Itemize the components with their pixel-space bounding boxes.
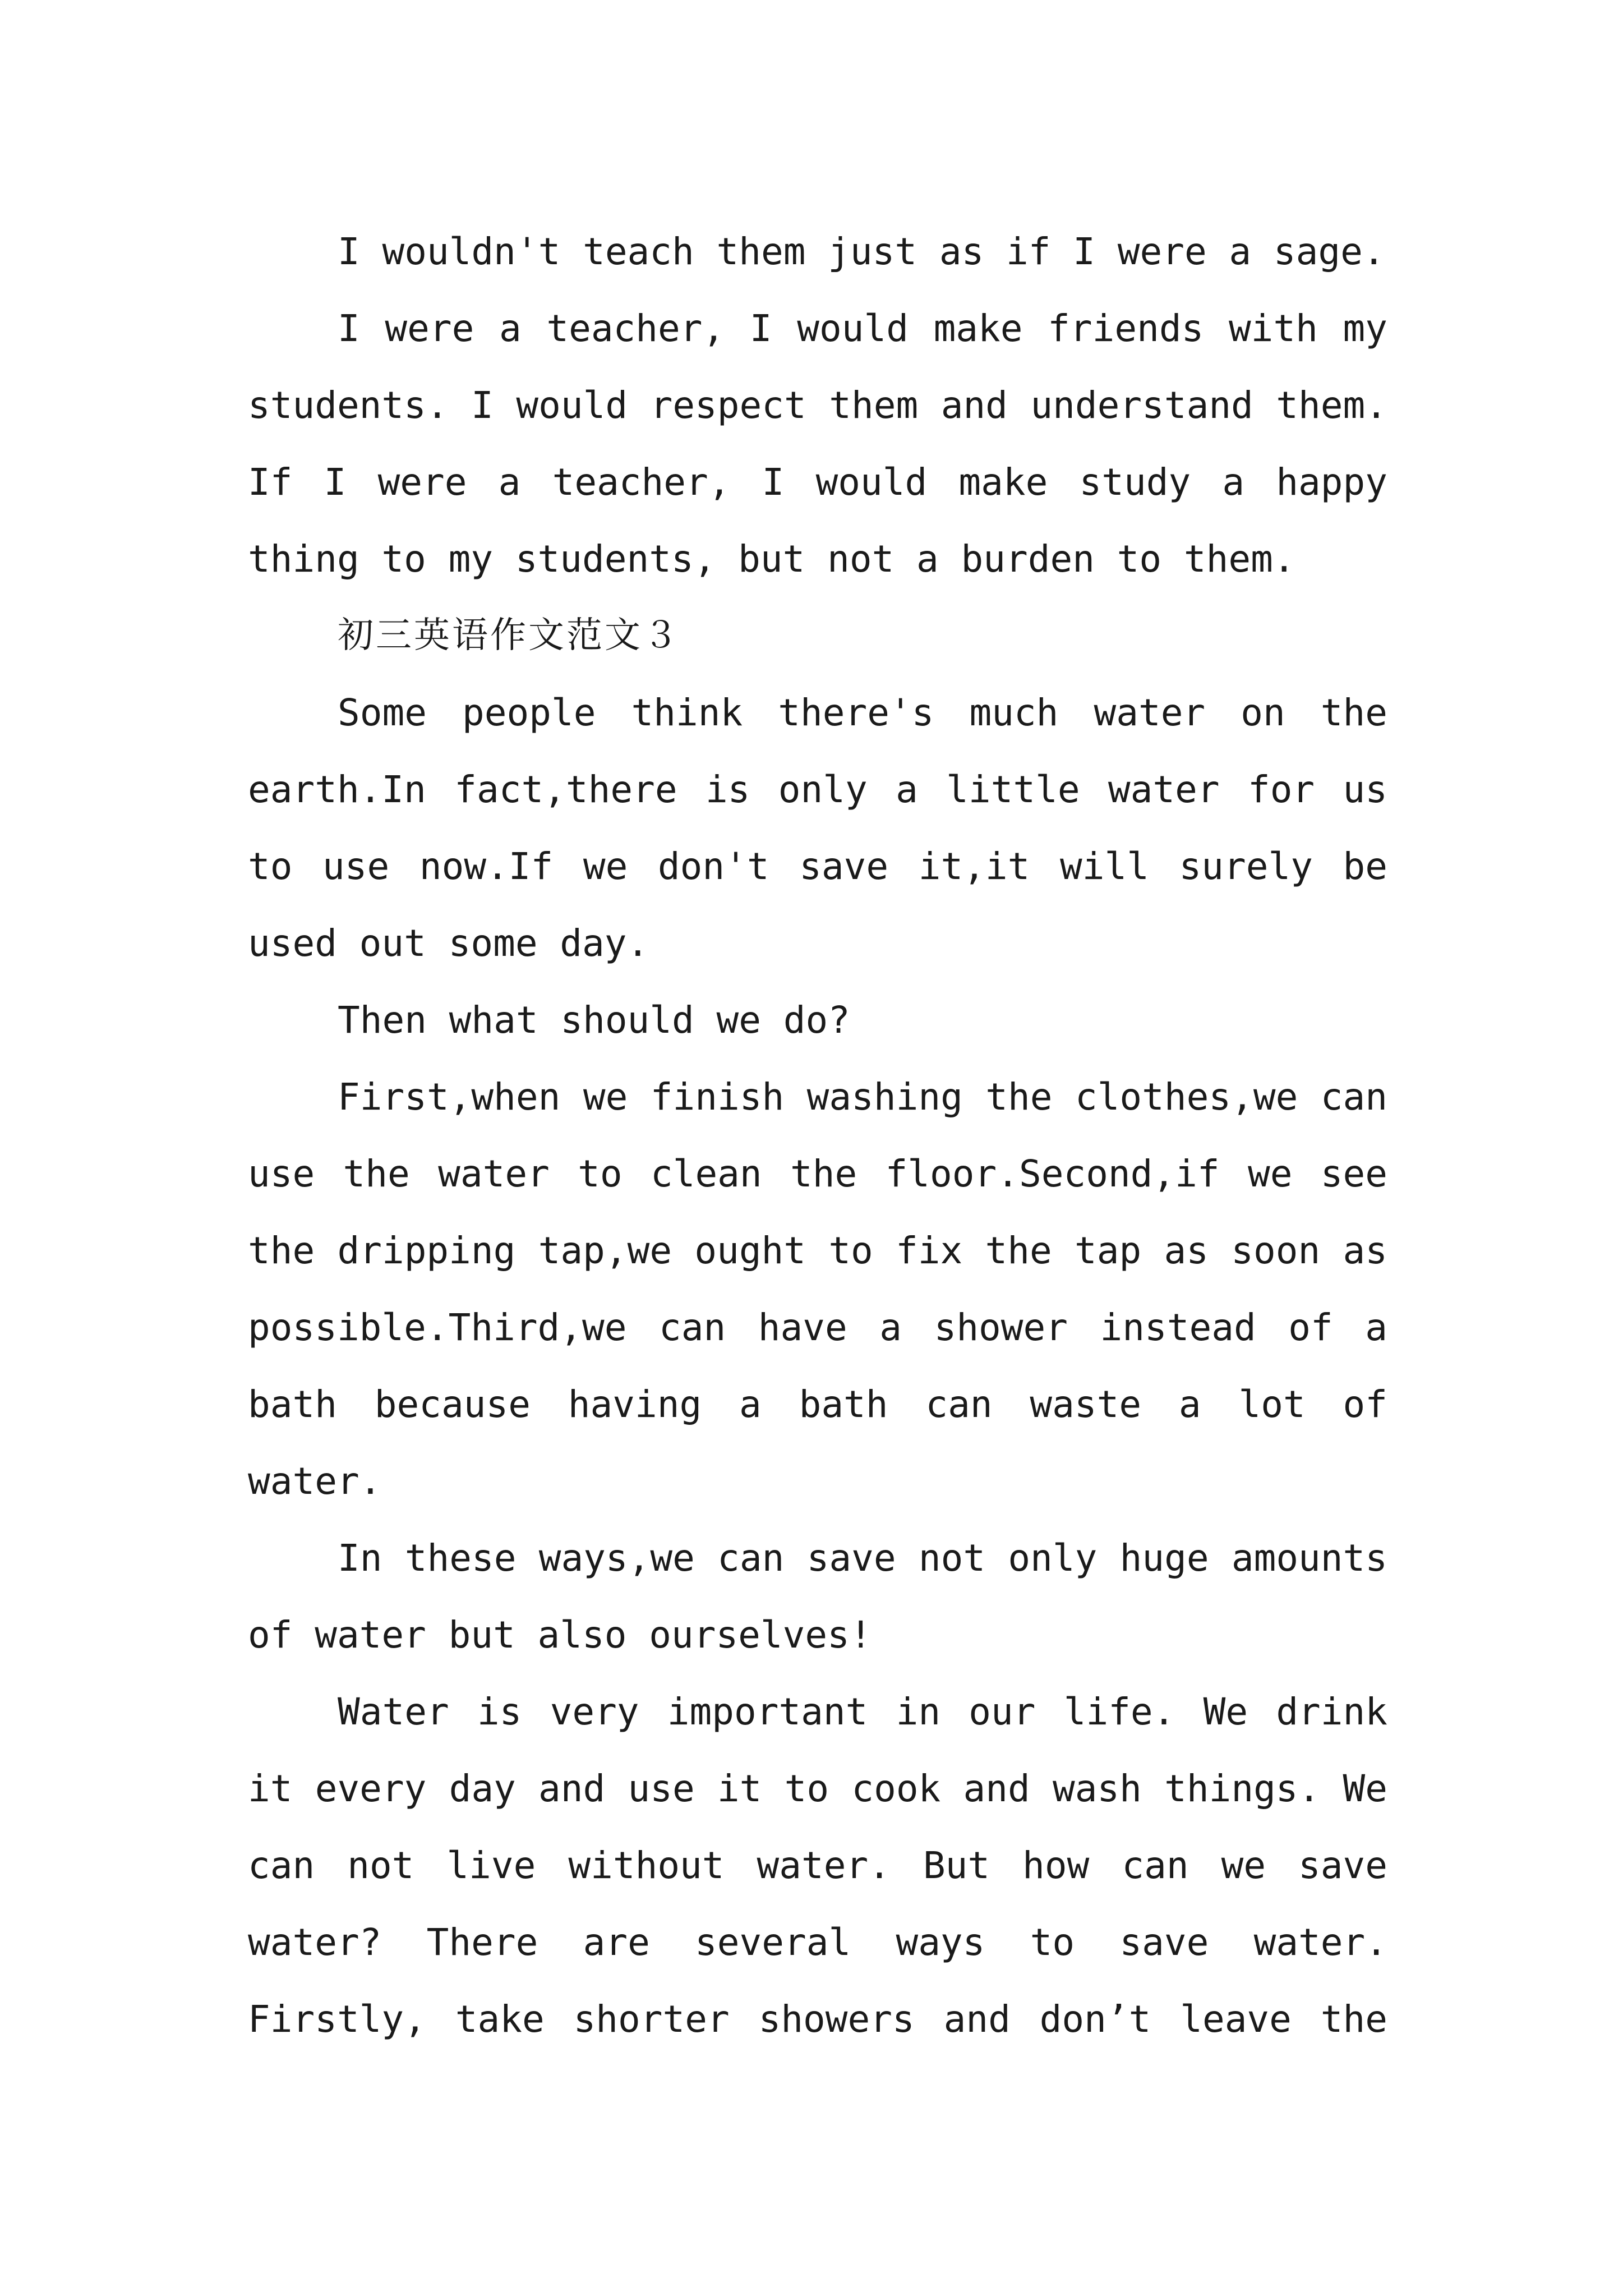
paragraph: I wouldn't teach them just as if I were a sage. [338, 230, 1385, 273]
section-heading: 初三英语作文范文３ [338, 615, 681, 656]
paragraph: Then what should we do? [338, 999, 850, 1042]
paragraph: I were a teacher, I would make friends with my students. I would respect them and understand them. If I were a teacher, I would make study a happy thing to my students, but not a burden to them. [248, 307, 1387, 581]
paragraph: Some people think there's much water on the earth.In fact,there is only a little water for us to use now.If we don't save it,it will surely be used out some day. [248, 691, 1387, 965]
paragraph: In these ways,we can save not only huge amounts of water but also ourselves! [248, 1536, 1387, 1657]
document-body [248, 213, 1387, 2058]
paragraph: Water is very important in our life. We drink it every day and use it to cook and wash things. We can not live without water. But how can we save water? There are several ways to save water. Firstly, take shorter showers and don’t leave the [248, 1690, 1387, 2041]
paragraph: First,when we finish washing the clothes,we can use the water to clean the floor.Second,if we see the dripping tap,we ought to fix the tap as soon as possible.Third,we can have a shower instead of a bath because having a bath can waste a lot of water. [248, 1075, 1387, 1503]
